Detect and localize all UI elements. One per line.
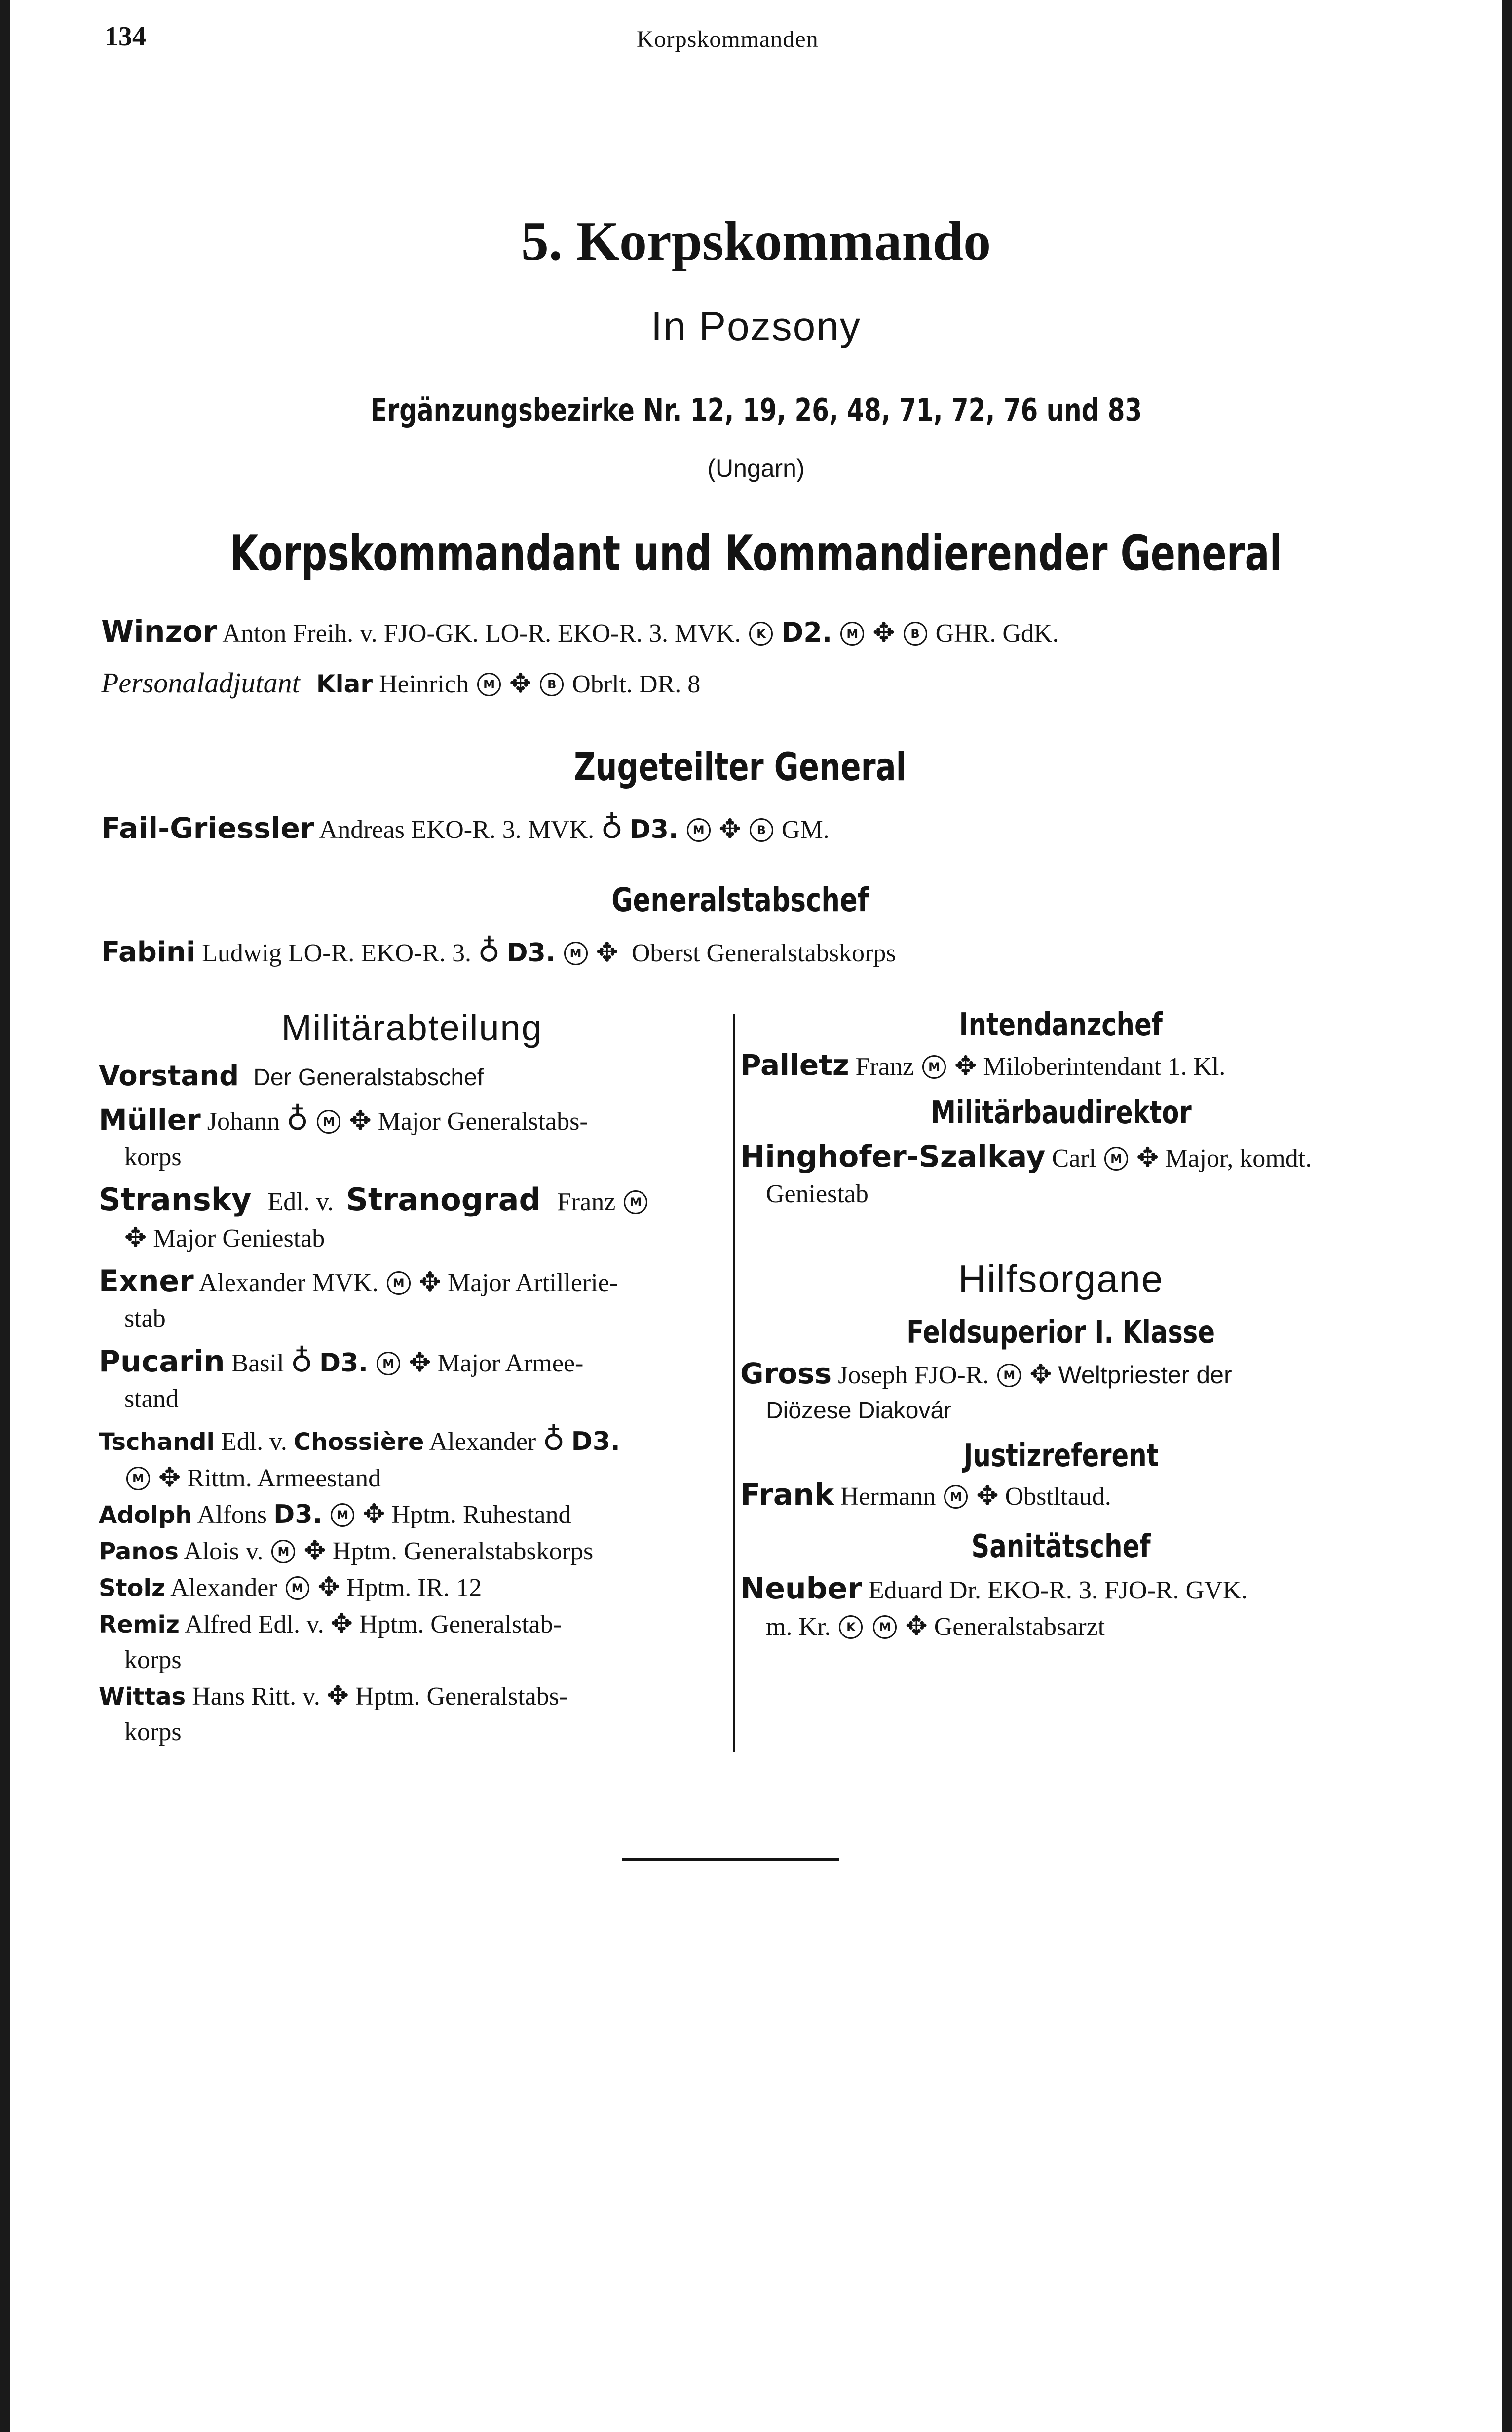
- zugeteilter-name: Fail-Griessler: [101, 811, 314, 845]
- k-badge-icon: K: [839, 1615, 863, 1639]
- page-number: 134: [105, 21, 146, 52]
- intendanz-entry: [740, 1047, 1382, 1085]
- m-badge-icon: M: [624, 1190, 647, 1214]
- sanitaet-entry: [740, 1571, 1382, 1608]
- justiz-b: Obstltaud.: [1005, 1482, 1111, 1511]
- justiz-a: Hermann: [840, 1482, 936, 1511]
- m-badge-icon: M: [477, 673, 501, 696]
- zugeteilter-heading-text: Zugeteilter General: [574, 745, 907, 790]
- wittas-c: korps: [124, 1718, 182, 1746]
- feldsuperior-entry: [740, 1356, 1382, 1393]
- sign-icon: ♁: [542, 1421, 565, 1457]
- m-badge-icon: M: [377, 1352, 400, 1375]
- sanitaet-b: m. Kr.: [766, 1613, 831, 1641]
- pucarin-c: stand: [124, 1385, 179, 1413]
- tschandl-name: Tschandl: [99, 1428, 215, 1456]
- m-badge-icon: M: [331, 1503, 354, 1527]
- cross-icon: ✥: [317, 1571, 340, 1602]
- remiz-name: Remiz: [99, 1611, 180, 1638]
- mueller-c: korps: [124, 1143, 182, 1171]
- wittas-entry: [99, 1678, 725, 1714]
- zugeteilter-heading: [0, 745, 1480, 790]
- intendanz-a: Franz: [855, 1053, 914, 1081]
- stransky-name: Stransky: [99, 1181, 252, 1217]
- militaerbau-heading-text: Militärbaudirektor: [930, 1095, 1192, 1131]
- panos-a: Alois v.: [184, 1537, 264, 1565]
- adjutant-tail: Obrlt. DR. 8: [572, 670, 701, 698]
- wittas-cont: [99, 1714, 725, 1750]
- justiz-heading-text: Justizreferent: [963, 1438, 1159, 1474]
- cross-icon: ✥: [409, 1347, 431, 1378]
- adolph-a: Alfons: [197, 1501, 267, 1529]
- m-badge-icon: M: [922, 1055, 946, 1079]
- cross-icon: ✥: [1029, 1359, 1052, 1390]
- militaerbau-cont: [740, 1177, 1382, 1212]
- tschandl-a: Alexander: [429, 1428, 536, 1456]
- cross-icon: ✥: [976, 1480, 999, 1511]
- b-badge-icon: B: [540, 673, 564, 696]
- exner-cont: [99, 1301, 725, 1336]
- remiz-b: Hptm. Generalstab-: [359, 1610, 562, 1638]
- pucarin-entry: [99, 1343, 725, 1381]
- mueller-b: Major Generalstabs-: [378, 1107, 588, 1136]
- cross-icon: ✥: [326, 1680, 349, 1711]
- sanitaet-c: Generalstabsarzt: [934, 1613, 1105, 1641]
- remiz-cont: [99, 1642, 725, 1678]
- stransky-c: Major Geniestab: [153, 1224, 325, 1253]
- m-badge-icon: M: [944, 1485, 968, 1509]
- zugeteilter-d3: D3.: [629, 815, 679, 844]
- pucarin-a: Basil: [231, 1349, 284, 1377]
- generalstabschef-d3: D3.: [506, 938, 556, 968]
- running-head-title: Korpskommanden: [637, 26, 819, 52]
- remiz-a: Alfred Edl. v.: [185, 1610, 324, 1638]
- cross-icon: ✥: [718, 813, 741, 844]
- justiz-entry: [740, 1477, 1382, 1515]
- kommandant-d2: D2.: [781, 617, 832, 648]
- cross-icon: ✥: [330, 1608, 353, 1639]
- militaerabteilung-heading: Militärabteilung: [281, 1007, 543, 1048]
- stransky-first: Franz: [557, 1188, 616, 1216]
- stolz-a: Alexander: [170, 1574, 277, 1602]
- feldsuperior-cont: [740, 1393, 1382, 1429]
- justiz-heading: [740, 1438, 1382, 1474]
- right-column: [740, 1007, 1382, 1645]
- exner-a: Alexander MVK.: [198, 1269, 378, 1297]
- cross-icon: ✥: [596, 937, 618, 968]
- tschandl-c: Rittm. Armeestand: [187, 1464, 381, 1492]
- kommandant-entry-a: Anton Freih. v. FJO-GK. LO-R. EKO-R. 3. MVK.: [222, 619, 741, 647]
- zugeteilter-entry-a: Andreas EKO-R. 3. MVK.: [319, 816, 595, 844]
- panos-entry: [99, 1533, 725, 1569]
- kommandant-tail: GHR. GdK.: [935, 619, 1059, 647]
- hilfsorgane-heading: Hilfsorgane: [958, 1257, 1164, 1300]
- adjutant-first: Heinrich: [379, 670, 469, 698]
- wittas-b: Hptm. Generalstabs-: [355, 1682, 568, 1710]
- adjutant-entry: [101, 666, 700, 699]
- m-badge-icon: M: [1104, 1147, 1128, 1171]
- tschandl-name2: Chossière: [293, 1428, 424, 1456]
- m-badge-icon: M: [840, 622, 864, 646]
- sanitaet-cont: [740, 1608, 1382, 1645]
- sanitaet-heading-text: Sanitätschef: [971, 1528, 1151, 1565]
- remiz-c: korps: [124, 1646, 182, 1674]
- stolz-name: Stolz: [99, 1574, 165, 1602]
- pucarin-name: Pucarin: [99, 1344, 225, 1379]
- location: In Pozsony: [651, 304, 861, 349]
- k-badge-icon: K: [749, 622, 773, 646]
- zugeteilter-tail: GM.: [781, 816, 830, 844]
- exner-b: Major Artillerie-: [447, 1269, 618, 1297]
- exner-entry: [99, 1263, 725, 1301]
- cross-icon: ✥: [303, 1535, 326, 1566]
- feldsuperior-heading-text: Feldsuperior I. Klasse: [907, 1314, 1215, 1351]
- generalstabschef-heading-text: Generalstabschef: [611, 881, 869, 919]
- generalstabschef-tail: Oberst Generalstabskorps: [631, 939, 896, 967]
- cross-icon: ✥: [509, 668, 532, 699]
- scan-edge-left: [0, 0, 10, 2432]
- tschandl-cont: [99, 1460, 725, 1496]
- militaerbau-entry: [740, 1139, 1382, 1177]
- m-badge-icon: M: [126, 1467, 150, 1490]
- intendanz-name: Palletz: [740, 1048, 849, 1082]
- remiz-entry: [99, 1606, 725, 1642]
- cross-icon: ✥: [1136, 1142, 1159, 1173]
- feldsuperior-a: Joseph FJO-R.: [838, 1361, 989, 1389]
- vorstand-label: Vorstand: [99, 1060, 239, 1092]
- tschandl-d3: D3.: [571, 1427, 620, 1456]
- stolz-entry: [99, 1569, 725, 1606]
- sanitaet-a: Eduard Dr. EKO-R. 3. FJO-R. GVK.: [868, 1576, 1248, 1604]
- stransky-cont: [99, 1220, 725, 1256]
- militaerbau-heading: [740, 1095, 1382, 1131]
- tschandl-edl: Edl. v.: [221, 1428, 287, 1456]
- adjutant-label: Personaladjutant: [101, 667, 300, 699]
- scan-edge-right: [1502, 0, 1512, 2432]
- stransky-name2: Stranograd: [346, 1181, 541, 1217]
- m-badge-icon: M: [317, 1110, 340, 1134]
- generalstabschef-name: Fabini: [101, 936, 196, 968]
- militaerbau-a: Carl: [1052, 1144, 1096, 1173]
- zugeteilter-entry: [101, 809, 830, 845]
- m-badge-icon: M: [873, 1615, 897, 1639]
- panos-b: Hptm. Generalstabskorps: [332, 1537, 594, 1565]
- adolph-entry: [99, 1496, 725, 1533]
- sanitaet-heading: [740, 1528, 1382, 1565]
- militaerabteilung-column: [99, 1007, 725, 1750]
- vorstand-entry: [99, 1059, 725, 1096]
- intendanz-heading-text: Intendanzchef: [959, 1007, 1163, 1043]
- exner-c: stab: [124, 1304, 166, 1332]
- adolph-d3: D3.: [273, 1500, 323, 1529]
- militaerbau-b: Major, komdt.: [1165, 1144, 1312, 1173]
- cross-icon: ✥: [363, 1498, 385, 1529]
- page-title: 5. Korpskommando: [521, 211, 991, 272]
- militaerbau-c: Geniestab: [766, 1180, 869, 1208]
- m-badge-icon: M: [687, 818, 711, 842]
- cross-icon: ✥: [158, 1462, 181, 1493]
- bottom-rule: [622, 1858, 839, 1861]
- mueller-name: Müller: [99, 1103, 201, 1137]
- b-badge-icon: B: [904, 622, 927, 646]
- sign-icon: ♁: [601, 809, 623, 845]
- pucarin-b: Major Armee-: [437, 1349, 584, 1377]
- m-badge-icon: M: [271, 1540, 295, 1563]
- generalstabschef-heading: [0, 881, 1480, 919]
- justiz-name: Frank: [740, 1478, 834, 1512]
- feldsuperior-c: Diözese Diakovár: [766, 1398, 952, 1424]
- cross-icon: ✥: [418, 1266, 441, 1297]
- sanitaet-name: Neuber: [740, 1571, 862, 1606]
- m-badge-icon: M: [564, 942, 588, 965]
- bezirke: [0, 392, 1512, 429]
- sign-icon: ♁: [478, 933, 500, 969]
- kommandant-heading: [0, 526, 1512, 582]
- kommandant-entry: [101, 614, 1058, 649]
- cross-icon: ✥: [872, 617, 895, 648]
- stolz-b: Hptm. IR. 12: [346, 1574, 482, 1602]
- generalstabschef-entry-a: Ludwig LO-R. EKO-R. 3.: [202, 939, 472, 967]
- feldsuperior-heading: [740, 1314, 1382, 1351]
- mueller-entry: [99, 1102, 725, 1140]
- mueller-a: Johann: [207, 1107, 280, 1136]
- column-divider: [733, 1014, 735, 1752]
- sign-icon: ♁: [290, 1343, 313, 1379]
- wittas-a: Hans Ritt. v.: [192, 1682, 320, 1710]
- adjutant-name: Klar: [316, 670, 373, 698]
- m-badge-icon: M: [997, 1364, 1021, 1387]
- stransky-edl: Edl. v.: [267, 1188, 334, 1216]
- country: (Ungarn): [707, 455, 805, 482]
- panos-name: Panos: [99, 1538, 179, 1565]
- stransky-entry: [99, 1182, 725, 1220]
- kommandant-heading-text: Korpskommandant und Kommandierender General: [229, 526, 1283, 582]
- cross-icon: ✥: [954, 1050, 977, 1081]
- intendanz-b: Miloberintendant 1. Kl.: [983, 1053, 1226, 1081]
- tschandl-entry: [99, 1422, 725, 1460]
- bezirke-text: Ergänzungsbezirke Nr. 12, 19, 26, 48, 71, 72, 76 und 83: [370, 392, 1142, 429]
- b-badge-icon: B: [750, 818, 773, 842]
- vorstand-text: Der Generalstabschef: [253, 1064, 484, 1091]
- adolph-b: Hptm. Ruhestand: [391, 1501, 571, 1529]
- wittas-name: Wittas: [99, 1683, 186, 1710]
- mueller-cont: [99, 1140, 725, 1175]
- generalstabschef-entry: [101, 933, 896, 969]
- kommandant-name: Winzor: [101, 614, 218, 649]
- m-badge-icon: M: [387, 1271, 411, 1295]
- intendanz-heading: [740, 1007, 1382, 1043]
- sign-icon: ♁: [286, 1101, 309, 1137]
- adolph-name: Adolph: [99, 1501, 192, 1529]
- cross-icon: ✥: [905, 1610, 928, 1641]
- exner-name: Exner: [99, 1264, 194, 1298]
- pucarin-cont: [99, 1381, 725, 1417]
- pucarin-d3: D3.: [319, 1348, 369, 1378]
- feldsuperior-name: Gross: [740, 1357, 832, 1390]
- militaerbau-name: Hinghofer-Szalkay: [740, 1140, 1046, 1174]
- feldsuperior-b: Weltpriester der: [1058, 1361, 1232, 1389]
- m-badge-icon: M: [286, 1576, 309, 1600]
- cross-icon: ✥: [124, 1222, 147, 1253]
- cross-icon: ✥: [349, 1105, 372, 1136]
